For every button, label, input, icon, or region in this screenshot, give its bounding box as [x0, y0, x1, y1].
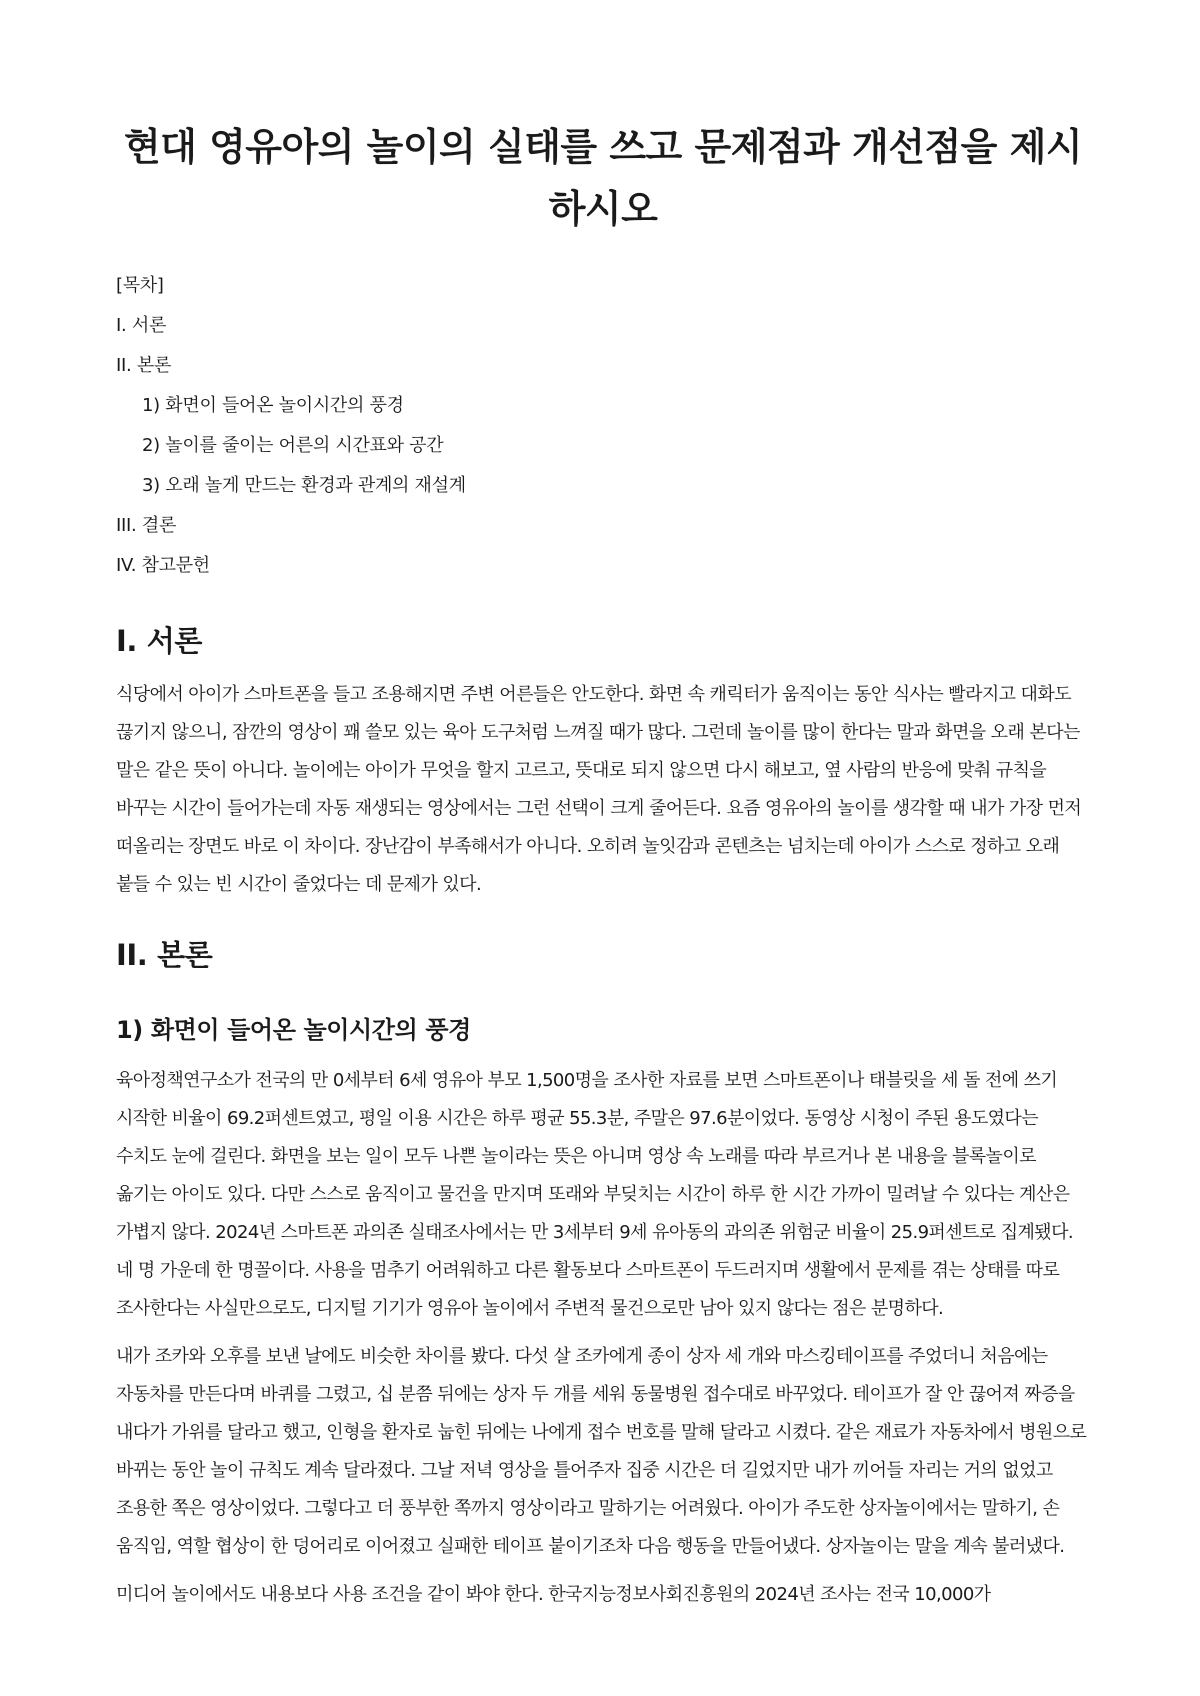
toc-item: II. 본론	[116, 355, 172, 376]
section1-paragraph: 육아정책연구소가 전국의 만 0세부터 6세 영유아 부모 1,500명을 조사한 자료를 보면 스마트폰이나 태블릿을 세 돌 전에 쓰기 시작한 비율이 69.2퍼센트였고, 평일 이용 시간은 하루 평균 55.3분, 주말은 97.6분이었다. 동영상 시청이 주된 용도였다는 수치도 눈에 걸린다. 화면을 보는 일이 모두 나쁜 놀이라는 뜻은 아니며 영상 속 노래를 따라 부르거나 본 내용을 블록놀이로 옮기는 아이도 있다. 다만 스스로 움직이고 물건을 만지며 또래와 부딪치는 시간이 하루 한 시간 가까이 밀려날 수 있다는 계산은 가볍지 않다. 2024년 스마트폰 과의존 실태조사에서는 만 3세부터 9세 유아동의 과의존 위험군 비율이 25.9퍼센트로 집계됐다. 네 명 가운데 한 명꼴이다. 사용을 멈추기 어려워하고 다른 활동보다 스마트폰이 두드러지며 생활에서 문제를 겪는 상태를 따로 조사한다는 사실만으로도, 디지털 기기가 영유아 놀이에서 주변적 물건으로만 남아 있지 않다는 점은 분명하다.	[116, 1070, 1073, 1319]
body-heading: II. 본론	[116, 938, 213, 972]
section1-paragraph: 미디어 놀이에서도 내용보다 사용 조건을 같이 봐야 한다. 한국지능정보사회진흥원의 2024년 조사는 전국 10,000가	[116, 1584, 991, 1605]
section1-paragraph: 내가 조카와 오후를 보낸 날에도 비슷한 차이를 봤다. 다섯 살 조카에게 종이 상자 세 개와 마스킹테이프를 주었더니 처음에는 자동차를 만든다며 바퀴를 그렸고, 십 분쯤 뒤에는 상자 두 개를 세워 동물병원 접수대로 바꾸었다. 테이프가 잘 안 끊어져 짜증을 내다가 가위를 달라고 했고, 인형을 환자로 눕힌 뒤에는 나에게 접수 번호를 말해 달라고 시켰다. 같은 재료가 자동차에서 병원으로 바뀌는 동안 놀이 규칙도 계속 달라졌다. 그날 저녁 영상을 틀어주자 집중 시간은 더 길었지만 내가 끼어들 자리는 거의 없었고 조용한 쪽은 영상이었다. 그렇다고 더 풍부한 쪽까지 영상이라고 말하기는 어려웠다. 아이가 주도한 상자놀이에서는 말하기, 손 움직임, 역할 협상이 한 덩어리로 이어졌고 실패한 테이프 붙이기조차 다음 행동을 만들어냈다. 상자놀이는 말을 계속 불러냈다.	[116, 1346, 1087, 1557]
toc-subitem: 2) 놀이를 줄이는 어른의 시간표와 공간	[142, 435, 444, 456]
section1-heading: 1) 화면이 들어온 놀이시간의 풍경	[116, 1016, 471, 1044]
toc-heading: [목차]	[116, 275, 164, 296]
intro-heading: I. 서론	[116, 624, 202, 658]
intro-paragraph: 식당에서 아이가 스마트폰을 들고 조용해지면 주변 어른들은 안도한다. 화면 속 캐릭터가 움직이는 동안 식사는 빨라지고 대화도 끊기지 않으니, 잠깐의 영상이 꽤 쓸모 있는 육아 도구처럼 느껴질 때가 많다. 그런데 놀이를 많이 한다는 말과 화면을 오래 본다는 말은 같은 뜻이 아니다. 놀이에는 아이가 무엇을 할지 고르고, 뜻대로 되지 않으면 다시 해보고, 옆 사람의 반응에 맞춰 규칙을 바꾸는 시간이 들어가는데 자동 재생되는 영상에서는 그런 선택이 크게 줄어든다. 요즘 영유아의 놀이를 생각할 때 내가 가장 먼저 떠올리는 장면도 바로 이 차이다. 장난감이 부족해서가 아니다. 오히려 놀잇감과 콘텐츠는 넘치는데 아이가 스스로 정하고 오래 붙들 수 있는 빈 시간이 줄었다는 데 문제가 있다.	[116, 684, 1082, 895]
toc-item: III. 결론	[116, 515, 177, 536]
toc-subitem: 3) 오래 놀게 만드는 환경과 관계의 재설계	[142, 475, 466, 496]
document-title: 현대 영유아의 놀이의 실태를 쓰고 문제점과 개선점을 제시하시오	[123, 125, 1083, 231]
toc-item: I. 서론	[116, 315, 167, 336]
table-of-contents	[116, 266, 1090, 586]
toc-item: IV. 참고문헌	[116, 555, 210, 576]
toc-subitem: 1) 화면이 들어온 놀이시간의 풍경	[142, 395, 404, 416]
